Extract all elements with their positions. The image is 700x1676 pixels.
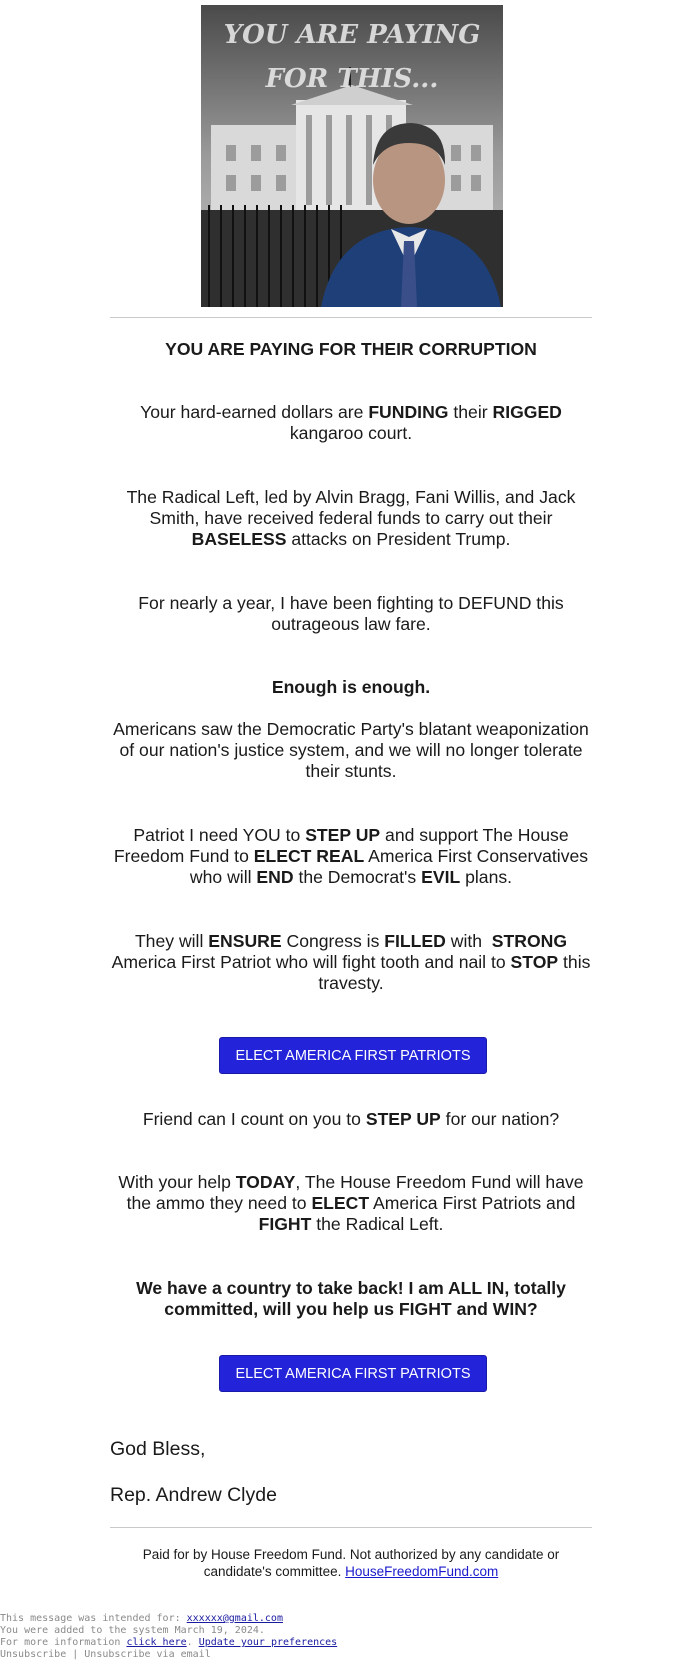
- divider-top: [110, 317, 592, 318]
- footer-more-info: For more information click here. Update your preferences: [0, 1637, 338, 1648]
- hero-overlay-line1: YOU ARE PAYING: [223, 20, 481, 50]
- paragraph-all-in: We have a country to take back! I am ALL IN, totally committed, will you help us FIGHT and WIN?: [136, 1278, 566, 1319]
- divider-bottom: [110, 1527, 592, 1528]
- footer-intended-for: This message was intended for: xxxxxx@gmail.com: [0, 1613, 283, 1624]
- white-house-photo: [201, 5, 503, 307]
- paragraph-defund: For nearly a year, I have been fighting to DEFUND this outrageous law fare.: [138, 593, 564, 634]
- footer-added-date: You were added to the system March 19, 2024.: [0, 1625, 265, 1636]
- paragraph-count-on-you: Friend can I count on you to STEP UP for our nation?: [142, 1109, 560, 1129]
- elect-patriots-button-2[interactable]: ELECT AMERICA FIRST PATRIOTS: [219, 1355, 487, 1392]
- click-here-link[interactable]: click here: [126, 1637, 187, 1648]
- paragraph-enough: Enough is enough.: [271, 677, 431, 697]
- disclaimer: Paid for by House Freedom Fund. Not authorized by any candidate or candidate's committee. HouseFreedomFund.com: [142, 1547, 560, 1579]
- elect-patriots-button-1[interactable]: ELECT AMERICA FIRST PATRIOTS: [219, 1037, 487, 1074]
- signature: Rep. Andrew Clyde: [110, 1484, 277, 1506]
- hero-image: [201, 5, 503, 307]
- paragraph-ensure: They will ENSURE Congress is FILLED with STRONG America First Patriot who will fight tooth and nail to STOP this travesty.: [111, 931, 591, 993]
- closing: God Bless,: [110, 1438, 206, 1460]
- recipient-email-link[interactable]: xxxxxx@gmail.com: [186, 1613, 283, 1624]
- paragraph-radical-left: The Radical Left, led by Alvin Bragg, Fani Willis, and Jack Smith, have received federal funds to carry out their BASELESS attacks on President Trump.: [126, 487, 576, 549]
- headline: YOU ARE PAYING FOR THEIR CORRUPTION: [165, 339, 537, 359]
- paragraph-weaponization: Americans saw the Democratic Party's blatant weaponization of our nation's justice system, and we will no longer tolerate their stunts.: [113, 719, 589, 781]
- email-footer: [0, 1613, 337, 1661]
- paragraph-step-up: Patriot I need YOU to STEP UP and support The House Freedom Fund to ELECT REAL America First Conservatives who will END the Democrat's EVIL plans.: [113, 825, 589, 887]
- update-preferences-link[interactable]: Update your preferences: [198, 1637, 338, 1648]
- footer-unsubscribe[interactable]: Unsubscribe | Unsubscribe via email: [0, 1649, 211, 1660]
- house-freedom-fund-link[interactable]: HouseFreedomFund.com: [345, 1563, 499, 1579]
- paragraph-funding: Your hard-earned dollars are FUNDING their RIGGED kangaroo court.: [140, 402, 562, 443]
- paragraph-your-help: With your help TODAY, The House Freedom Fund will have the ammo they need to ELECT America First Patriots and FIGHT the Radical Left.: [118, 1172, 584, 1234]
- hero-overlay-line2: FOR THIS...: [265, 64, 439, 94]
